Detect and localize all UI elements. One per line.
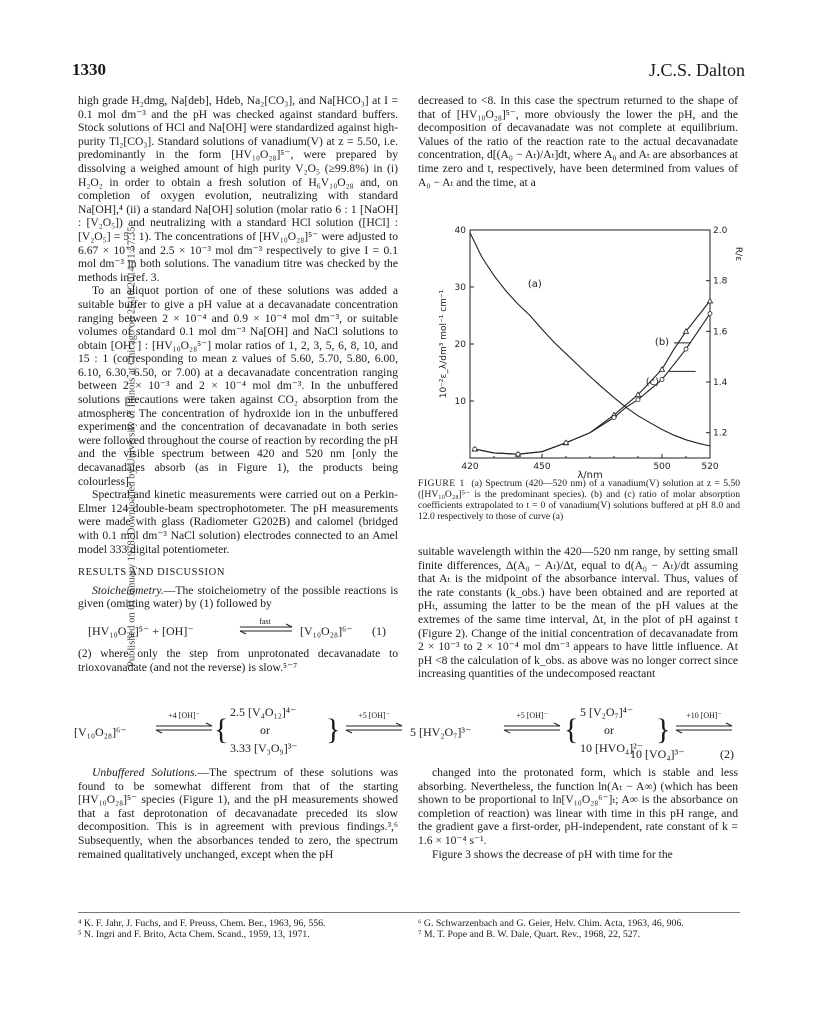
footnotes-right — [418, 918, 738, 941]
series-label-a: (a) — [527, 279, 542, 290]
section-heading: RESULTS AND DISCUSSION — [78, 567, 226, 579]
series-point — [660, 377, 664, 381]
page-number: 1330 — [72, 60, 106, 79]
eq2-arrow1-label: +4 [OH]⁻ — [168, 711, 200, 720]
x-axis-label: λ/nm — [577, 470, 603, 481]
y-right-tick-label: 1.2 — [713, 428, 728, 439]
series-label-c: (c) — [645, 377, 660, 389]
series-point — [516, 452, 520, 456]
eq1-arrow-label: fast — [259, 616, 271, 626]
right-brace-icon: } — [326, 713, 341, 746]
eq2-number: (2) — [720, 747, 734, 761]
footnote: ⁷ M. T. Pope and B. W. Dale, Quart. Rev., 1968, 22, 527. — [418, 929, 641, 941]
eq2-middle: 5 [HV₂O₇]³⁻ — [410, 725, 472, 739]
series-point — [708, 312, 712, 316]
series-point — [707, 298, 712, 303]
series-point — [564, 441, 568, 445]
series-line-2 — [475, 314, 710, 455]
series-point — [659, 367, 664, 372]
y-left-axis-label: 10⁻²ε_λ/dm³ mol⁻¹ cm⁻¹ — [439, 289, 449, 399]
right-column-top — [418, 94, 738, 189]
y-left-tick-label: 20 — [454, 340, 466, 350]
x-tick-label: 500 — [653, 462, 671, 472]
journal-header: J.C.S. Dalton — [648, 60, 745, 80]
eq2-branch2-bottom: 10 [HVO₄]²⁻ — [580, 741, 644, 755]
series-point — [684, 347, 688, 351]
right-column-bottom — [418, 545, 738, 681]
eq2-branch1-top: 2.5 [V₄O₁₂]⁴⁻ — [230, 705, 297, 719]
chart-svg — [418, 222, 743, 481]
y-right-axis-label: R/ε — [733, 246, 743, 262]
footnote-rule — [78, 912, 740, 913]
equilibrium-arrow-icon — [154, 723, 214, 733]
footnotes-left — [78, 918, 398, 941]
eq2-arrow4-label: +10 [OH]⁻ — [686, 711, 722, 720]
eq2-or1: or — [260, 723, 270, 737]
x-tick-label: 420 — [461, 462, 479, 472]
footnote: ⁴ K. F. Jahr, J. Fuchs, and F. Preuss, Chem. Ber., 1963, 96, 556. — [78, 918, 326, 929]
eq2-arrow3-label: +5 [OH]⁻ — [516, 711, 548, 720]
paragraph: Spectral and kinetic measurements were carried out on a Perkin-Elmer 124 double-beam spectrophotometer. The pH measurements were made with glass (Radiometer G202B) and calomel (bridged with 0.1 mol dm⁻³ NaCl solution) electrodes connected to an Amel model 333 digital potentiometer. — [78, 488, 398, 556]
paragraph — [78, 584, 398, 611]
y-right-tick-label: 1.8 — [713, 276, 728, 287]
caption-text: (a) Spectrum (420—520 nm) of a vanadium(V) solution at z = 5.50 ([HV₁₀O₂₈]⁵⁻ is the predominant species). (b) and (c) ratio of molar absorption coefficients extrapolated to t = 0 of vanadium(V) solutions buffered at pH 8.0 and 12.0 respectively to those of curve (a) — [418, 478, 741, 522]
eq1-left: [HV₁₀O₂₈]⁵⁻ + [OH]⁻ — [88, 623, 194, 638]
series-line-0 — [470, 233, 710, 446]
left-brace-icon: { — [214, 713, 229, 746]
equation-2 — [74, 703, 740, 765]
paragraph: decreased to <8. In this case the spectrum returned to the shape of that of [HV₁₀O₂₈]⁵⁻, more obviously the lower the pH, and the decomposition of decavanadate was not complete at equilibrium. Values of the ratio of the reaction rate to the actual decavanadate concentration, d[(A₀ − Aₜ)/Aₜ]dt, where A₀ and Aₜ are absorbances at time zero and t, respectively, have been determined from values of A₀ − Aₜ and the time, at a — [418, 94, 738, 189]
eq2-arrow2-label: +5 [OH]⁻ — [358, 711, 390, 720]
eq2-or2: or — [604, 723, 614, 737]
footnote: ⁵ N. Ingri and F. Brito, Acta Chem. Scand., 1959, 13, 1971. — [78, 929, 310, 941]
run-in-heading: Unbuffered Solutions. — [92, 766, 198, 779]
series-point — [473, 447, 477, 451]
bottom-left-column — [78, 766, 398, 861]
y-right-tick-label: 1.4 — [713, 378, 728, 388]
figure-1-chart — [418, 222, 743, 481]
footnote: ⁶ G. Schwarzenbach and G. Geier, Helv. Chim. Acta, 1963, 46, 906. — [418, 918, 684, 929]
x-tick-label: 520 — [701, 462, 719, 472]
y-left-tick-label: 40 — [454, 226, 466, 236]
figure-caption — [418, 478, 740, 522]
eq2-branch2-top: 5 [V₂O₇]⁴⁻ — [580, 705, 634, 719]
eq1-number: (1) — [372, 623, 386, 638]
eq2-start: [V₁₀O₂₈]⁶⁻ — [74, 725, 127, 739]
paragraph: Figure 3 shows the decrease of pH with time for the — [432, 847, 673, 861]
paragraph — [78, 766, 398, 861]
equilibrium-arrow-icon — [502, 723, 562, 733]
paragraph: To an aliquot portion of one of these solutions was added a suitable buffer to give a pH value at a decavanadate concentration ranging between 2 × 10⁻⁴ and 0.9 × 10⁻⁴ mol dm⁻³, or suitable volumes of standard 0.1 mol dm⁻³ Na[OH] and NaCl solutions to obtain [OH⁻] : [HV₁₀O₂₈⁵⁻] molar ratios of 1, 2, 3, 5, 6, 8, 10, and 15 : 1 (corresponding to mean z values of 5.60, 5.70, 5.80, 6.00, 6.10, 6.30, 6.50, or 7.00) at a decavanadate concentration ranging between 2 × 10⁻³ and 2 × 10⁻⁴ mol dm⁻³. In the unbuffered solutions precautions were taken against CO₂ absorption from the atmosphere. The concentration of hydroxide ion in the unbuffered experiments and the concentration of decavanadate in both series were followed throughout the course of reaction by recording the pH and the visible spectrum between 420 and 520 nm [only the decavanadates absorb (as in Figure 1), the products being colourless]. — [78, 284, 398, 488]
eq1-right: [V₁₀O₂₈]⁶⁻ — [300, 623, 353, 638]
paragraph-text: —The spectrum of these solutions was found to be somewhat different from that of the starting [HV₁₀O₂₈]⁵⁻ species (Figure 1), and the pH measurements showed that a fast deprotonation of decavanadate preceded its slow decomposition. This is in agreement with previous findings.³,⁶ Subsequently, when the absorbances tended to zero, the spectrum remained qualitatively unchanged, except when the pH — [78, 766, 398, 861]
paragraph: changed into the protonated form, which is stable and less absorbing. Nevertheless, the function ln(Aₜ − A∞) (which has been shown to be proportional to ln[V₁₀O₂₈⁶⁻]ₜ; A∞ is the absorbance on completion of reaction) was linear with time in this pH range, and the gradient gave a first-order, pH-independent, rate constant of k = 1.6 × 10⁻⁴ s⁻¹. — [418, 766, 738, 847]
paragraph: suitable wavelength within the 420—520 nm range, by setting small finite differences, Δ(A₀ − Aₜ)/Δt, equal to d(A₀ − Aₜ)/dt assuming that Aₜ is the midpoint of the absorbance interval. Thus, values of the rate constants (k_obs.) have been obtained and are reported at pHₜ, assuming the latter to be the mean of the pH values at the extremes of the same time interval, Δt, in the plot of pH against t (Figure 2). Change of the initial concentration of decavanadate from 2 × 10⁻³ to 2 × 10⁻⁴ mol dm⁻³ appears to have little influence. At pH <8 the calculation of k_obs. as above was no longer correct since increasing quantities of the undecomposed reactant — [418, 545, 738, 681]
plot-frame — [470, 230, 710, 458]
bottom-right-column — [418, 766, 738, 861]
equilibrium-arrow-icon — [238, 624, 294, 634]
left-column — [78, 94, 398, 674]
equation-1 — [78, 615, 398, 645]
equilibrium-arrow-icon — [674, 723, 734, 733]
y-right-tick-label: 1.6 — [713, 327, 728, 338]
equilibrium-arrow-icon — [344, 723, 404, 733]
eq2-branch1-bottom: 3.33 [V₃O₉]³⁻ — [230, 741, 298, 755]
run-in-heading: Stoicheiometry. — [92, 583, 164, 597]
paragraph-text: —The stoicheiometry of the possible reactions is given (omitting water) by (1) followed by — [78, 583, 398, 611]
y-left-tick-label: 30 — [454, 283, 466, 293]
eq2-end: 10 [VO₄]³⁻ — [630, 747, 685, 761]
y-right-tick-label: 2.0 — [713, 226, 728, 236]
right-brace-icon: } — [656, 713, 671, 746]
download-watermark: Published on 01 January 1978. Downloaded by University of Illinois at Chicago on 25/10/2014 11:57:35. — [126, 224, 138, 667]
x-tick-label: 450 — [533, 462, 551, 472]
series-label-b: (b) — [654, 337, 670, 349]
paragraph: (2) where only the step from unprotonated decavanadate to trioxovanadate (and not the reverse) is slow.⁵⁻⁷ — [78, 646, 398, 674]
paragraph: high grade H₂dmg, Na[deb], Hdeb, Na₂[CO₃], and Na[HCO₃] at I = 0.1 mol dm⁻³ and the pH was checked against standard buffers. Stock solutions of HCl and Na[OH] were standardized against high-purity Tl₂[CO₃]. Standard solutions of vanadium(V) at z = 5.50, i.e. predominantly in the form [HV₁₀O₂₈]⁵⁻, were prepared by dissolving a weighed amount of high purity V₂O₅ (≥99.8%) in (i) H₂O₂ in order to obtain a fresh solution of H₆V₁₀O₂₈ and, on completion of oxygen evolution, neutralizing with standard Na[OH],⁴ (ii) a standard Na[OH] solution (molar ratio 6 : 1 [NaOH] : [V₂O₅]) and neutralizing with a standard HCl solution ([HCl] : [V₂O₅] = 5 : 1). The concentrations of [HV₁₀O₂₈]⁵⁻ were adjusted to 6.67 × 10⁻³ and 2.5 × 10⁻³ mol dm⁻³ respectively to give I = 0.1 mol dm⁻³ in both solutions. The vanadium titre was checked by the methods in ref. 3. — [78, 94, 398, 284]
left-brace-icon: { — [564, 713, 579, 746]
series-point — [612, 415, 616, 419]
caption-label: FIGURE 1 — [418, 478, 465, 489]
series-point — [636, 398, 640, 402]
y-left-tick-label: 10 — [454, 397, 466, 407]
